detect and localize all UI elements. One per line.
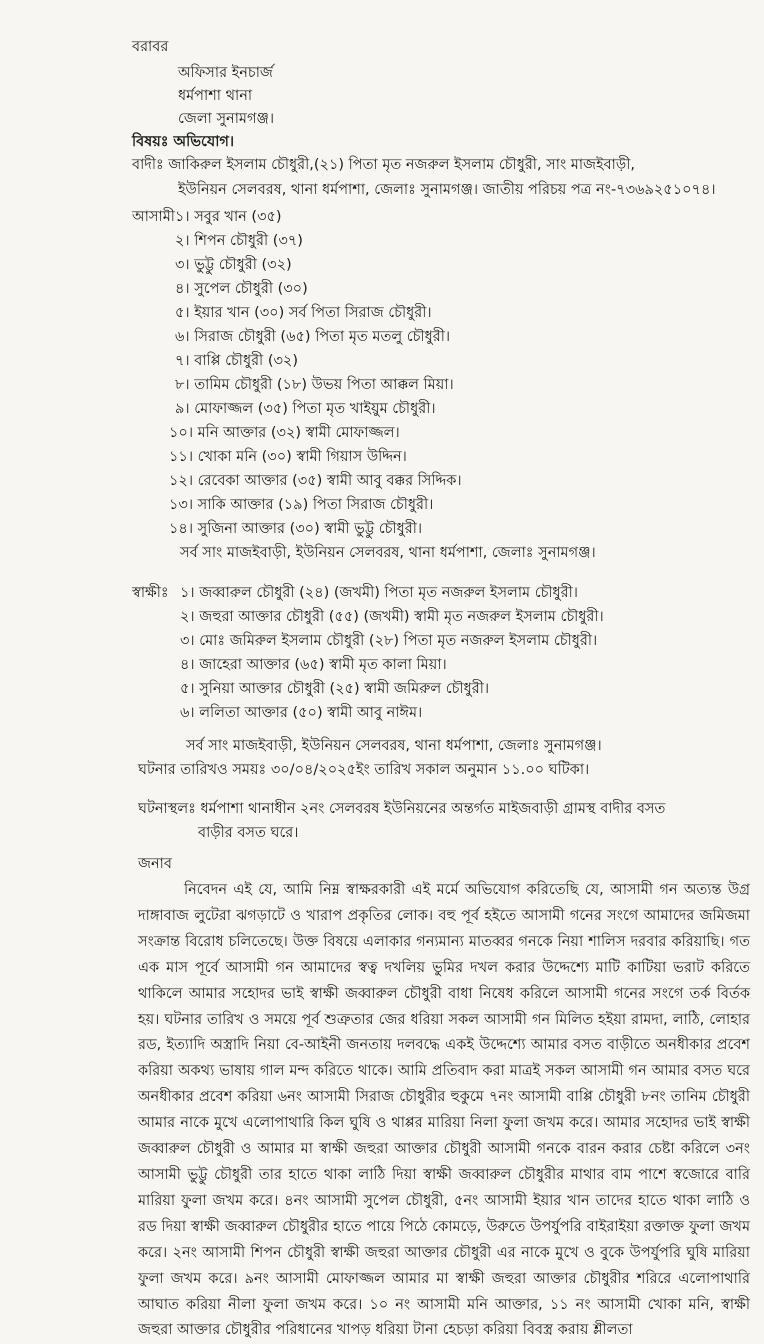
plaintiff-line-2: ইউনিয়ন সেলবরষ, থানা ধর্মপাশা, জেলাঃ সুনামগঞ্জ। জাতীয় পরিচয় পত্র নং-৭৩৬৯২৫১০৭৪। — [178, 182, 716, 198]
complaint-body — [138, 878, 750, 1344]
witness-address: সর্ব সাং মাজইবাড়ী, ইউনিয়ন সেলবরষ, থানা ধর্মপাশা, জেলাঃ সুনামগঞ্জ। — [186, 738, 602, 754]
address-line-station: ধর্মপাশা থানা — [178, 88, 253, 104]
witness-item: ৫। সুনিয়া আক্তার চৌধুরী (২৫) স্বামী জমিরুল চৌধুরী। — [180, 681, 490, 697]
accused-item: ২। শিপন চৌধুরী (৩৭) — [175, 233, 303, 249]
incident-time: ঘটনার তারিখও সময়ঃ ৩০/০৪/২০২৫ইং তারিখ সকাল অনুমান ১১.০০ ঘটিকা। — [138, 762, 590, 778]
accused-item: ১০। মনি আক্তার (৩২) স্বামী মোফাজ্জল। — [169, 425, 400, 441]
accused-item: ৬। সিরাজ চৌধুরী (৬৫) পিতা মৃত মতলু চৌধুরী। — [175, 329, 451, 345]
accused-item: ৪। সুপেল চৌধুরী (৩০) — [175, 281, 308, 297]
incident-place-line-1: ঘটনাস্থলঃ ধর্মপাশা থানাধীন ২নং সেলবরষ ইউনিয়নের অন্তর্গত মাইজবাড়ী গ্রামস্থ বাদীর বসত — [138, 801, 666, 817]
accused-item: ১। সবুর খান (৩৫) — [175, 209, 282, 225]
accused-item: ১১। খোকা মনি (৩০) স্বামী গিয়াস উদ্দিন। — [169, 449, 407, 465]
accused-address: সর্ব সাং মাজইবাড়ী, ইউনিয়ন সেলবরষ, থানা ধর্মপাশা, জেলাঃ সুনামগঞ্জ। — [180, 545, 596, 561]
address-line-district: জেলা সুনামগঞ্জ। — [178, 111, 275, 127]
accused-item: ৩। ভুট্টু চৌধুরী (৩২) — [175, 257, 292, 273]
accused-item: ১৪। সুজিনা আক্তার (৩০) স্বামী ভুট্টু চৌধুরী। — [169, 521, 423, 537]
plaintiff-line-1: বাদীঃ জাকিরুল ইসলাম চৌধুরী,(২১) পিতা মৃত নজরুল ইসলাম চৌধুরী, সাং মাজইবাড়ী, — [132, 157, 635, 173]
witness-item: ৩। মোঃ জমিরুল ইসলাম চৌধুরী (২৮) পিতা মৃত নজরুল ইসলাম চৌধুরী। — [180, 633, 598, 649]
witness-item: ২। জহুরা আক্তার চৌধুরী (৫৫) (জখমী) স্বামী মৃত নজরুল ইসলাম চৌধুরী। — [180, 609, 604, 625]
address-line-officer: অফিসার ইনচার্জ — [178, 65, 273, 81]
accused-item: ৭। বাপ্পি চৌধুরী (৩২) — [175, 353, 298, 369]
witness-item: ৬। ললিতা আক্তার (৫০) স্বামী আবু নাঈম। — [180, 705, 423, 721]
accused-item: ৮। তামিম চৌধুরী (১৮) উভয় পিতা আক্কল মিয়া। — [175, 377, 454, 393]
address-to: বরাবর — [132, 39, 169, 55]
witness-item: ৪। জাহেরা আক্তার (৬৫) স্বামী মৃত কালা মিয়া। — [180, 657, 447, 673]
accused-item: ৫। ইয়ার খান (৩০) সর্ব পিতা সিরাজ চৌধুরী। — [175, 305, 432, 321]
accused-item: ১৩। সাকি আক্তার (১৯) পিতা সিরাজ চৌধুরী। — [169, 497, 434, 513]
accused-item: ১২। রেবেকা আক্তার (৩৫) স্বামী আবু বক্কর সিদ্দিক। — [169, 473, 462, 489]
accused-label: আসামী — [132, 209, 175, 225]
complaint-body-text: নিবেদন এই যে, আমি নিম্ন স্বাক্ষরকারী এই মর্মে অভিযোগ করিতেছি যে, আসামী গন অত্যন্ত উগ্র দাঙ্গাবাজ লুটেরা ঝগড়াটে ও খারাপ প্রকৃতির লোক। বহু পূর্ব হইতে আসামী গনের সংগে আমাদের জমিজমা সংক্রান্ত বিরোধ চলিতেছে। উক্ত বিষয়ে এলাকার গন্যমান্য মাতব্বর গনকে নিয়া শালিস দরবার করিয়াছি। গত এক মাস পূর্বে আসামী গন আমাদের স্বত্ব দখলিয় ভুমির দখল করার উদ্দেশ্যে মাটি কাটিয়া ভরাট করিতে থাকিলে আমার সহোদর ভাই স্বাক্ষী জব্বারুল চৌধুরী বাধা নিষেধ করিলে আসামী গনের সংগে তর্ক বির্তক হয়। ঘটনার তারিখ ও সময়ে পূর্ব শুত্রুতার জের ধরিয়া সকল আসামী গন মিলিত হইয়া রামদা, লাঠি, লোহার রড, ইত্যাদি অস্ত্রাদি নিয়া বে-আইনী জনতায় দলবদ্ধে একই উদ্দেশ্যে আমার বসত বাড়ীতে অনধীকার প্রবেশ করিয়া অকথ্য ভাষায় গাল মন্দ করিতে থাকে। আমি প্রতিবাদ করা মাত্রই সকল আসামী গন আমার বসত ঘরে অনধীকার প্রবেশ করিয়া ৬নং আসামী সিরাজ চৌধুরীর হুকুমে ৭নং আসামী বাপ্পি চৌধুরী ৮নং তানিম চৌধুরী আমার নাকে মুখে এলোপাথারি কিল ঘুষি ও থাপ্পর মারিয়া নিলা ফুলা জখম করে। আমার সহোদর ভাই স্বাক্ষী জব্বারুল চৌধুরী ও আমার মা স্বাক্ষী জহুরা আক্তার চৌধুরী আসামী গনকে বারন করার চেষ্টা করিলে ৩নং আসামী ভুট্টু চৌধুরী তার হাতে থাকা লাঠি দিয়া স্বাক্ষী জব্বারুল চৌধুরীর মাথার বাম পাশে স্বজোরে বারি মারিয়া ফুলা জখম করে। ৪নং আসামী সুপেল চৌধুরী, ৫নং আসামী ইয়ার খান তাদের হাতে থাকা লাঠি ও রড দিয়া স্বাক্ষী জব্বারুল চৌধুরীর হাতে পায়ে পিঠে কোমড়ে, উরুতে উপর্যুপরি বাইরাইয়া রক্তাক্ত ফুলা জখম করে। ২নং আসামী শিপন চৌধুরী স্বাক্ষী জহুরা আক্তার চৌধুরী এর নাকে মুখে ও বুকে উপর্যুপরি ঘুষি মারিয়া ফুলা জখম করে। ৯নং আসামী মোফাজ্জল আমার মা স্বাক্ষী জহুরা আক্তার চৌধুরীর শরিরে এলোপাথারি আঘাত করিয়া নীলা ফুলা জখম করে। ১০ নং আসামী মনি আক্তার, ১১ নং আসামী খোকা মনি, স্বাক্ষী জহুরা আক্তার চৌধুরীর পরিধানের খাপড় ধরিয়া টানা হেচড়া করিয়া বিবস্ত্র করায় শ্লীলতা — [138, 882, 750, 1339]
witness-item: ১। জব্বারুল চৌধুরী (২৪) (জখমী) পিতা মৃত নজরুল ইসলাম চৌধুরী। — [180, 585, 578, 601]
salutation: জনাব — [138, 856, 172, 872]
accused-item: ৯। মোফাজ্জল (৩৫) পিতা মৃত খাইয়ুম চৌধুরী। — [175, 401, 436, 417]
incident-place-line-2: বাড়ীর বসত ঘরে। — [198, 825, 299, 841]
subject-line: বিষয়ঃ অভিযোগ। — [132, 134, 235, 150]
witness-label: স্বাক্ষীঃ — [132, 585, 169, 601]
